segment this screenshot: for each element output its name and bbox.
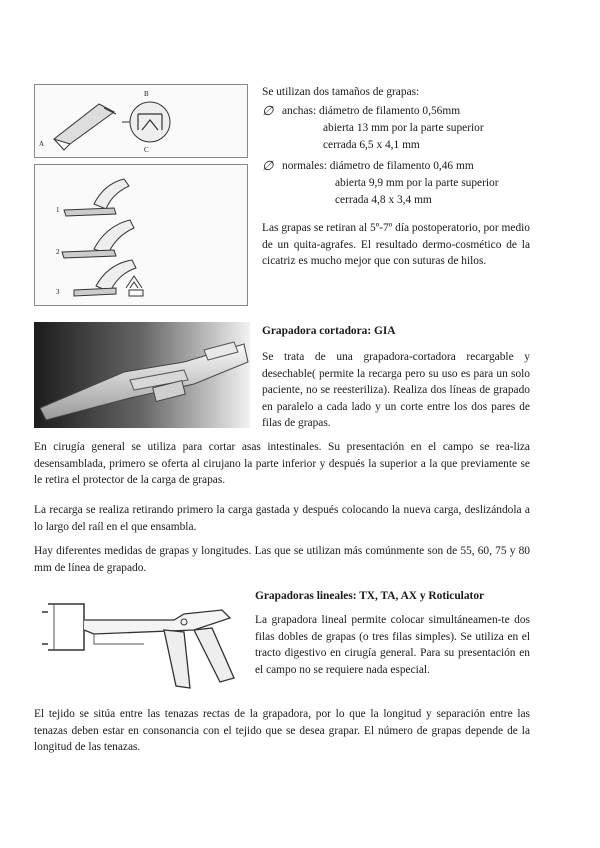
spec-normales-line3: cerrada 4,8 x 3,4 mm (335, 194, 432, 206)
figure-label-c: C (144, 146, 149, 154)
staple-removal-diagram-drawing (34, 164, 248, 306)
spec-anchas-line2: abierta 13 mm por la parte superior (323, 122, 484, 134)
gia-stapler-photo-drawing (34, 322, 250, 428)
paragraph-recarga: La recarga se realiza retirando primero la carga gastada y después colocando la nueva carga, deslizándola a lo largo del raíl en el que ensambla. (34, 504, 530, 533)
spec-normales-line2: abierta 9,9 mm por la parte superior (335, 177, 499, 189)
staple-diagram-top (34, 84, 248, 158)
gia-stapler-photo (34, 322, 250, 428)
figure-label-b: B (144, 90, 149, 98)
figure-label-3: 3 (56, 288, 60, 296)
gia-heading: Grapadora cortadora: GIA (262, 325, 396, 337)
diameter-icon-anchas: ∅ (262, 103, 274, 118)
linear-stapler-drawing (34, 590, 244, 696)
spec-anchas-line1: anchas: diámetro de filamento 0,56mm (282, 105, 461, 117)
lineales-heading: Grapadoras lineales: TX, TA, AX y Roticulator (255, 590, 485, 602)
removal-paragraph: Las grapas se retiran al 5º-7º día postoperatorio, por medio de un quita-agrafes. El resultado dermo-cosmético de la cicatriz es mucho mejor que con suturas de hilos. (262, 222, 530, 267)
lineales-description: La grapadora lineal permite colocar simultáneamen-te dos filas dobles de grapas (o tres filas simples). Se utiliza en el tracto digestivo en cirugía general. Para su presentación en el campo no se requiere nada especial. (255, 614, 530, 676)
gia-description: Se trata de una grapadora-cortadora recargable y desechable( permite la recarga pero su uso es para un solo paciente, no se reesteriliza). Realiza dos líneas de grapado en paralelo a cada lado y un corte entre los dos pares de filas de grapas. (262, 351, 530, 429)
figure-label-2: 2 (56, 248, 60, 256)
figure-label-a: A (39, 140, 45, 148)
staple-diagram-top-drawing (34, 84, 248, 158)
paragraph-cirugia-general: En cirugía general se utiliza para cortar asas intestinales. Su presentación en el campo se rea-liza desensamblada, primero se oferta al cirujano la parte inferior y después la superior a la que previamente se le retira el protector de la carga de grapas. (34, 441, 530, 486)
spec-normales-line1: normales: diámetro de filamento 0,46 mm (282, 160, 474, 172)
figure-label-1: 1 (56, 206, 60, 214)
staple-removal-diagram (34, 164, 248, 306)
linear-stapler-drawing-svg (34, 590, 244, 696)
paragraph-tejido: El tejido se sitúa entre las tenazas rectas de la grapadora, por lo que la longitud y separación entre las tenazas deben estar en consonancia con el tejido que se desea grapar. El número de grapas depende de la longitud de las tenazas. (34, 708, 530, 753)
diameter-icon-normales: ∅ (262, 158, 274, 173)
intro-heading: Se utilizan dos tamaños de grapas: (262, 86, 420, 98)
spec-anchas-line3: cerrada 6,5 x 4,1 mm (323, 139, 420, 151)
paragraph-medidas: Hay diferentes medidas de grapas y longitudes. Las que se utilizan más comúnmente son de 55, 60, 75 y 80 mm de línea de grapado. (34, 545, 530, 574)
